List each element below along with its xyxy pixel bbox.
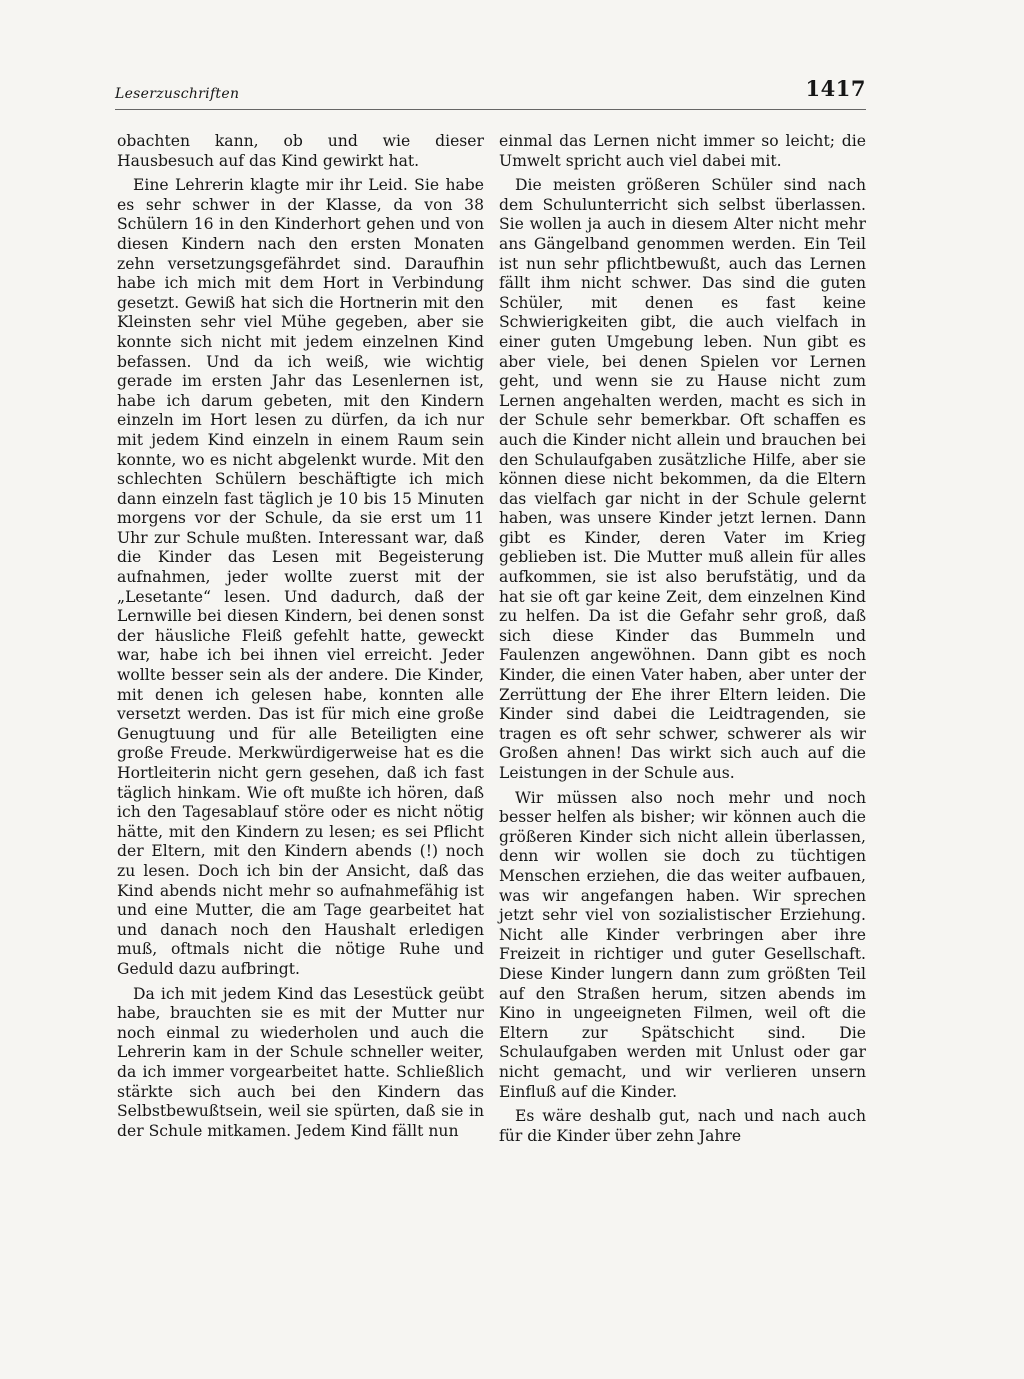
paragraph: Es wäre deshalb gut, nach und nach auch für die Kinder über zehn Jahre	[499, 1107, 866, 1145]
page-number: 1417	[805, 76, 866, 101]
page-header	[115, 76, 866, 106]
right-column	[499, 132, 866, 1151]
paragraph: Die meisten größeren Schüler sind nach dem Schulunterricht sich selbst überlassen. Sie wollen ja auch in diesem Alter nicht mehr ans Gängelband genommen werden. Ein Teil ist nun sehr pflichtbewußt, auch das Lernen fällt ihm nicht schwer. Das sind die guten Schüler, mit denen es fast keine Schwierigkeiten gibt, die auch vielfach in einer guten Umgebung leben. Nun gibt es aber viele, bei denen Spielen vor Lernen geht, und wenn sie zu Hause nicht zum Lernen angehalten werden, macht es sich in der Schule sehr bemerkbar. Oft schaffen es auch die Kinder nicht allein und brauchen bei den Schulaufgaben zusätzliche Hilfe, aber sie können diese nicht bekommen, da die Eltern das vielfach gar nicht in der Schule gelernt haben, was unsere Kinder jetzt lernen. Dann gibt es Kinder, deren Vater im Krieg geblieben ist. Die Mutter muß allein für alles aufkommen, sie ist also berufstätig, und da hat sie oft gar keine Zeit, dem einzelnen Kind zu helfen. Da ist die Gefahr sehr groß, daß sich diese Kinder das Bummeln und Faulenzen angewöhnen. Dann gibt es noch Kinder, die einen Vater haben, aber unter der Zerrüttung der Ehe ihrer Eltern leiden. Die Kinder sind dabei die Leidtragenden, sie tragen es oft sehr schwer, schwerer als wir Großen ahnen! Das wirkt sich auch auf die Leistungen in der Schule aus.	[499, 176, 866, 782]
section-title: Leserzuschriften	[115, 86, 240, 102]
header-rule	[115, 109, 866, 110]
paragraph: Wir müssen also noch mehr und noch besser helfen als bisher; wir können auch die größeren Kinder sich nicht allein überlassen, denn wir wollen sie doch zu tüchtigen Menschen erziehen, die das weiter aufbauen, was wir angefangen haben. Wir sprechen jetzt sehr viel von sozialistischer Erziehung. Nicht alle Kinder verbringen aber ihre Freizeit in richtiger und guter Gesellschaft. Diese Kinder lungern dann zum größten Teil auf den Straßen herum, sitzen abends im Kino in ungeeigneten Filmen, weil oft die Eltern zur Spätschicht sind. Die Schulaufgaben werden mit Unlust oder gar nicht gemacht, und wir verlieren unsern Einfluß auf die Kinder.	[499, 788, 866, 1101]
left-column	[117, 132, 484, 1146]
paragraph: Eine Lehrerin klagte mir ihr Leid. Sie habe es sehr schwer in der Klasse, da von 38 Schülern 16 in den Kinderhort gehen und von diesen Kindern nach den ersten Monaten zehn versetzungsgefährdet sind. Daraufhin habe ich mich mit dem Hort in Verbindung gesetzt. Gewiß hat sich die Hortnerin mit den Kleinsten sehr viel Mühe gegeben, aber sie konnte sich nicht mit jedem einzelnen Kind befassen. Und da ich weiß, wie wichtig gerade im ersten Jahr das Lesenlernen ist, habe ich darum gebeten, mit den Kindern einzeln im Hort lesen zu dürfen, da ich nur mit jedem Kind einzeln in einem Raum sein konnte, wo es nicht abgelenkt wurde. Mit den schlechten Schülern beschäftigte ich mich dann einzeln fast täglich je 10 bis 15 Minuten morgens vor der Schule, da sie erst um 11 Uhr zur Schule mußten. Interessant war, daß die Kinder das Lesen mit Begeisterung aufnahmen, jeder wollte zuerst mit der „Lesetante“ lesen. Und dadurch, daß der Lernwille bei diesen Kindern, bei denen sonst der häusliche Fleiß gefehlt hatte, geweckt war, habe ich bei ihnen viel erreicht. Jeder wollte besser sein als der andere. Die Kinder, mit denen ich gelesen habe, konnten alle versetzt werden. Das ist für mich eine große Genugtuung und für alle Beteiligten eine große Freude. Merkwürdigerweise hat es die Hortleiterin nicht gern gesehen, daß ich fast täglich hinkam. Wie oft mußte ich hören, daß ich den Tagesablauf störe oder es nicht nötig hätte, mit den Kindern zu lesen; es sei Pflicht der Eltern, mit den Kindern abends (!) noch zu lesen. Doch ich bin der Ansicht, daß das Kind abends nicht mehr so aufnahmefähig ist und eine Mutter, die am Tage gearbeitet hat und danach noch den Haushalt erledigen muß, oftmals nicht die nötige Ruhe und Geduld dazu aufbringt.	[117, 176, 484, 978]
paragraph: obachten kann, ob und wie dieser Hausbesuch auf das Kind gewirkt hat.	[117, 132, 484, 170]
paragraph: einmal das Lernen nicht immer so leicht; die Umwelt spricht auch viel dabei mit.	[499, 132, 866, 170]
paragraph: Da ich mit jedem Kind das Lesestück geübt habe, brauchten sie es mit der Mutter nur noch einmal zu wiederholen und auch die Lehrerin kam in der Schule schneller weiter, da ich immer vorgearbeitet hatte. Schließlich stärkte sich auch bei den Kindern das Selbstbewußtsein, weil sie spürten, daß sie in der Schule mitkamen. Jedem Kind fällt nun	[117, 984, 484, 1140]
